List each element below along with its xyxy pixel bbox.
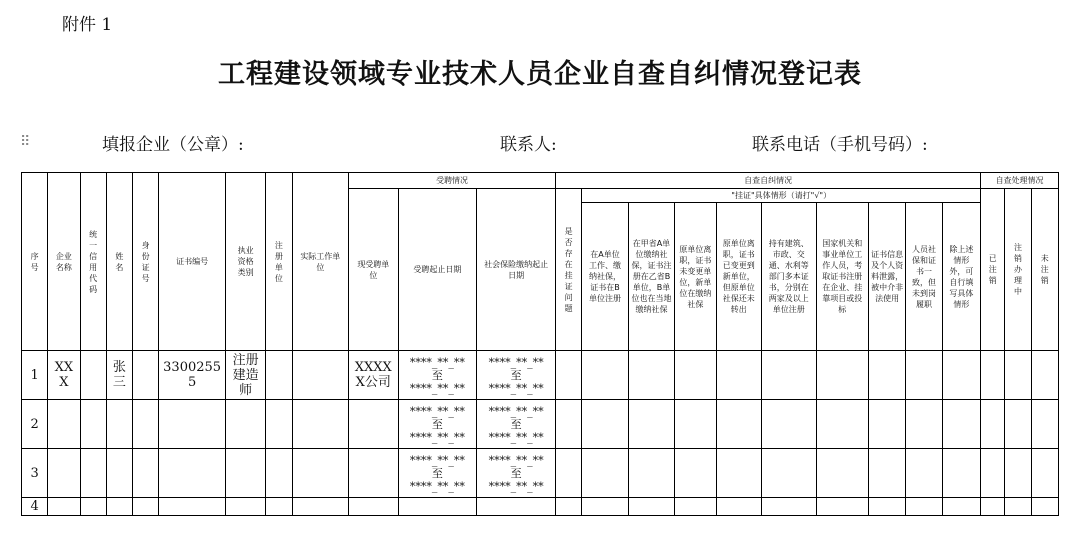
cell-case-2[interactable] (628, 449, 674, 498)
cell-case-7[interactable] (869, 449, 906, 498)
cell-case-6[interactable] (816, 400, 869, 449)
cell-case-8[interactable] (906, 351, 942, 400)
header-case-1: 在A单位工作、缴纳社保，证书在B单位注册 (582, 203, 628, 351)
header-cert-no: 证书编号 (159, 173, 226, 351)
header-detail: "挂证"具体情形（请打"√"） (582, 189, 981, 203)
cell-case-1[interactable] (582, 351, 628, 400)
cell-emp-dates[interactable]: ****_**_** 至 ****_**_** (398, 449, 477, 498)
cell-case-7[interactable] (869, 351, 906, 400)
cell-credit-code[interactable] (80, 449, 106, 498)
cell-case-5[interactable] (761, 449, 816, 498)
cell-social-dates[interactable]: ****_**_** 至 ****_**_** (477, 400, 556, 449)
header-case-8: 人员社保和证书一致，但未到岗履职 (906, 203, 942, 351)
cell-case-5[interactable] (761, 498, 816, 516)
header-credit-code: 统一信用代码 (80, 173, 106, 351)
cell-credit-code[interactable] (80, 351, 106, 400)
header-case-3: 原单位离职，证书未变更单位，新单位在缴纳社保 (675, 203, 716, 351)
cell-case-8[interactable] (906, 400, 942, 449)
header-name: 姓名 (106, 173, 132, 351)
table-row (22, 449, 1059, 498)
cell-id-card[interactable] (133, 351, 159, 400)
cell-cert-no[interactable] (159, 449, 226, 498)
cell-has-issue[interactable] (556, 449, 582, 498)
cell-seq[interactable]: 3 (22, 449, 48, 498)
cell-cancelling[interactable] (1005, 351, 1031, 400)
cell-current-unit[interactable] (349, 449, 398, 498)
cell-case-6[interactable] (816, 449, 869, 498)
header-case-6: 国家机关和事业单位工作人员，考取证书注册在企业、挂靠项目或投标 (816, 203, 869, 351)
cell-qualification[interactable] (225, 449, 265, 498)
cell-work-unit[interactable] (292, 400, 349, 449)
cell-case-8[interactable] (906, 449, 942, 498)
cell-not-cancelled[interactable] (1031, 351, 1058, 400)
header-handling: 自查处理情况 (981, 173, 1059, 189)
cell-seq[interactable]: 1 (22, 351, 48, 400)
cell-name[interactable] (106, 498, 132, 516)
cell-current-unit[interactable] (349, 498, 398, 516)
header-cancelling: 注销办理中 (1005, 189, 1031, 351)
cell-case-5[interactable] (761, 400, 816, 449)
cell-case-2[interactable] (628, 351, 674, 400)
header-emp-dates: 受聘起止日期 (398, 189, 477, 351)
cell-case-7[interactable] (869, 400, 906, 449)
cell-case-2[interactable] (628, 498, 674, 516)
form-title: 工程建设领域专业技术人员企业自查自纠情况登记表 (218, 59, 862, 90)
header-seq: 序号 (22, 173, 48, 351)
cell-social-dates[interactable]: ****_**_** 至 ****_**_** (477, 351, 556, 400)
table-row (22, 351, 1059, 400)
cell-case-6[interactable] (816, 351, 869, 400)
cell-case-4[interactable] (716, 351, 761, 400)
header-company: 企业名称 (48, 173, 80, 351)
cell-credit-code[interactable] (80, 400, 106, 449)
cell-cancelling[interactable] (1005, 498, 1031, 516)
cell-not-cancelled[interactable] (1031, 449, 1058, 498)
cell-cancelled[interactable] (981, 498, 1005, 516)
table-row (22, 498, 1059, 516)
header-case-2: 在甲省A单位缴纳社保，证书注册在乙省B单位，B单位也在当地缴纳社保 (628, 203, 674, 351)
cell-case-9[interactable] (942, 400, 980, 449)
cell-company[interactable]: XXX (48, 351, 80, 400)
header-id-card: 身份证号 (133, 173, 159, 351)
cell-emp-dates[interactable] (398, 498, 477, 516)
header-reg-unit: 注册单位 (266, 173, 292, 351)
cell-company[interactable] (48, 400, 80, 449)
table-row (22, 400, 1059, 449)
cell-case-1[interactable] (582, 449, 628, 498)
cell-cancelled[interactable] (981, 400, 1005, 449)
cell-reg-unit[interactable] (266, 351, 292, 400)
cell-case-9[interactable] (942, 498, 980, 516)
cell-case-4[interactable] (716, 498, 761, 516)
cell-case-1[interactable] (582, 498, 628, 516)
cell-case-6[interactable] (816, 498, 869, 516)
attachment-label: 附件 1 (62, 15, 113, 35)
cell-qualification[interactable] (225, 498, 265, 516)
cell-has-issue[interactable] (556, 498, 582, 516)
cell-reg-unit[interactable] (266, 498, 292, 516)
cell-id-card[interactable] (133, 449, 159, 498)
cell-seq[interactable]: 4 (22, 498, 48, 516)
cell-emp-dates[interactable]: ****_**_** 至 ****_**_** (398, 400, 477, 449)
cell-not-cancelled[interactable] (1031, 498, 1058, 516)
header-work-unit: 实际工作单位 (292, 173, 349, 351)
cell-seq[interactable]: 2 (22, 400, 48, 449)
cell-id-card[interactable] (133, 498, 159, 516)
cell-id-card[interactable] (133, 400, 159, 449)
cell-has-issue[interactable] (556, 351, 582, 400)
cell-case-3[interactable] (675, 498, 716, 516)
fill-company-label: 填报企业（公章）: (102, 135, 244, 155)
cell-social-dates[interactable]: ****_**_** 至 ****_**_** (477, 449, 556, 498)
cell-company[interactable] (48, 449, 80, 498)
cell-cancelling[interactable] (1005, 449, 1031, 498)
cell-case-2[interactable] (628, 400, 674, 449)
header-case-9: 除上述情形外，可自行填写具体情形 (942, 203, 980, 351)
cell-social-dates[interactable] (477, 498, 556, 516)
cell-current-unit[interactable]: XXXXX公司 (349, 351, 398, 400)
cell-case-4[interactable] (716, 449, 761, 498)
cell-work-unit[interactable] (292, 351, 349, 400)
cell-cancelling[interactable] (1005, 400, 1031, 449)
cell-case-4[interactable] (716, 400, 761, 449)
cell-case-3[interactable] (675, 351, 716, 400)
cell-work-unit[interactable] (292, 449, 349, 498)
cell-case-3[interactable] (675, 400, 716, 449)
cell-case-7[interactable] (869, 498, 906, 516)
cell-case-1[interactable] (582, 400, 628, 449)
cell-current-unit[interactable] (349, 400, 398, 449)
header-case-7: 证书信息及个人资料泄露，被中介非法使用 (869, 203, 906, 351)
contact-label: 联系人: (500, 135, 557, 155)
cell-cancelled[interactable] (981, 449, 1005, 498)
cell-cert-no[interactable]: 33002555 (159, 351, 226, 400)
cell-company[interactable] (48, 498, 80, 516)
cell-work-unit[interactable] (292, 498, 349, 516)
header-self-check: 自查自纠情况 (556, 173, 981, 189)
cell-name[interactable] (106, 449, 132, 498)
cell-cert-no[interactable] (159, 498, 226, 516)
cell-case-9[interactable] (942, 351, 980, 400)
registration-table (21, 172, 1059, 516)
header-qualification: 执业资格类别 (225, 173, 265, 351)
header-employment: 受聘情况 (349, 173, 556, 189)
cell-reg-unit[interactable] (266, 449, 292, 498)
cell-credit-code[interactable] (80, 498, 106, 516)
header-cancelled: 已注销 (981, 189, 1005, 351)
cell-case-8[interactable] (906, 498, 942, 516)
cell-name[interactable] (106, 400, 132, 449)
cell-qualification[interactable] (225, 400, 265, 449)
header-social-dates: 社会保险缴纳起止日期 (477, 189, 556, 351)
cell-emp-dates[interactable]: ****_**_** 至 ****_**_** (398, 351, 477, 400)
drag-handle-icon[interactable]: ⠿ (20, 134, 31, 150)
phone-label: 联系电话（手机号码）: (752, 135, 928, 155)
cell-case-3[interactable] (675, 449, 716, 498)
cell-case-9[interactable] (942, 449, 980, 498)
cell-cancelled[interactable] (981, 351, 1005, 400)
cell-has-issue[interactable] (556, 400, 582, 449)
cell-case-5[interactable] (761, 351, 816, 400)
cell-reg-unit[interactable] (266, 400, 292, 449)
cell-cert-no[interactable] (159, 400, 226, 449)
cell-not-cancelled[interactable] (1031, 400, 1058, 449)
cell-qualification[interactable]: 注册建造师 (225, 351, 265, 400)
header-not-cancelled: 未注销 (1031, 189, 1058, 351)
header-current-unit: 现受聘单位 (349, 189, 398, 351)
header-case-5: 持有建筑、市政、交通、水利等部门多本证书，分别在两家及以上单位注册 (761, 203, 816, 351)
header-has-issue: 是否存在挂证问题 (556, 189, 582, 351)
cell-name[interactable]: 张三 (106, 351, 132, 400)
header-case-4: 原单位离职，证书已变更到新单位，但原单位社保还未转出 (716, 203, 761, 351)
